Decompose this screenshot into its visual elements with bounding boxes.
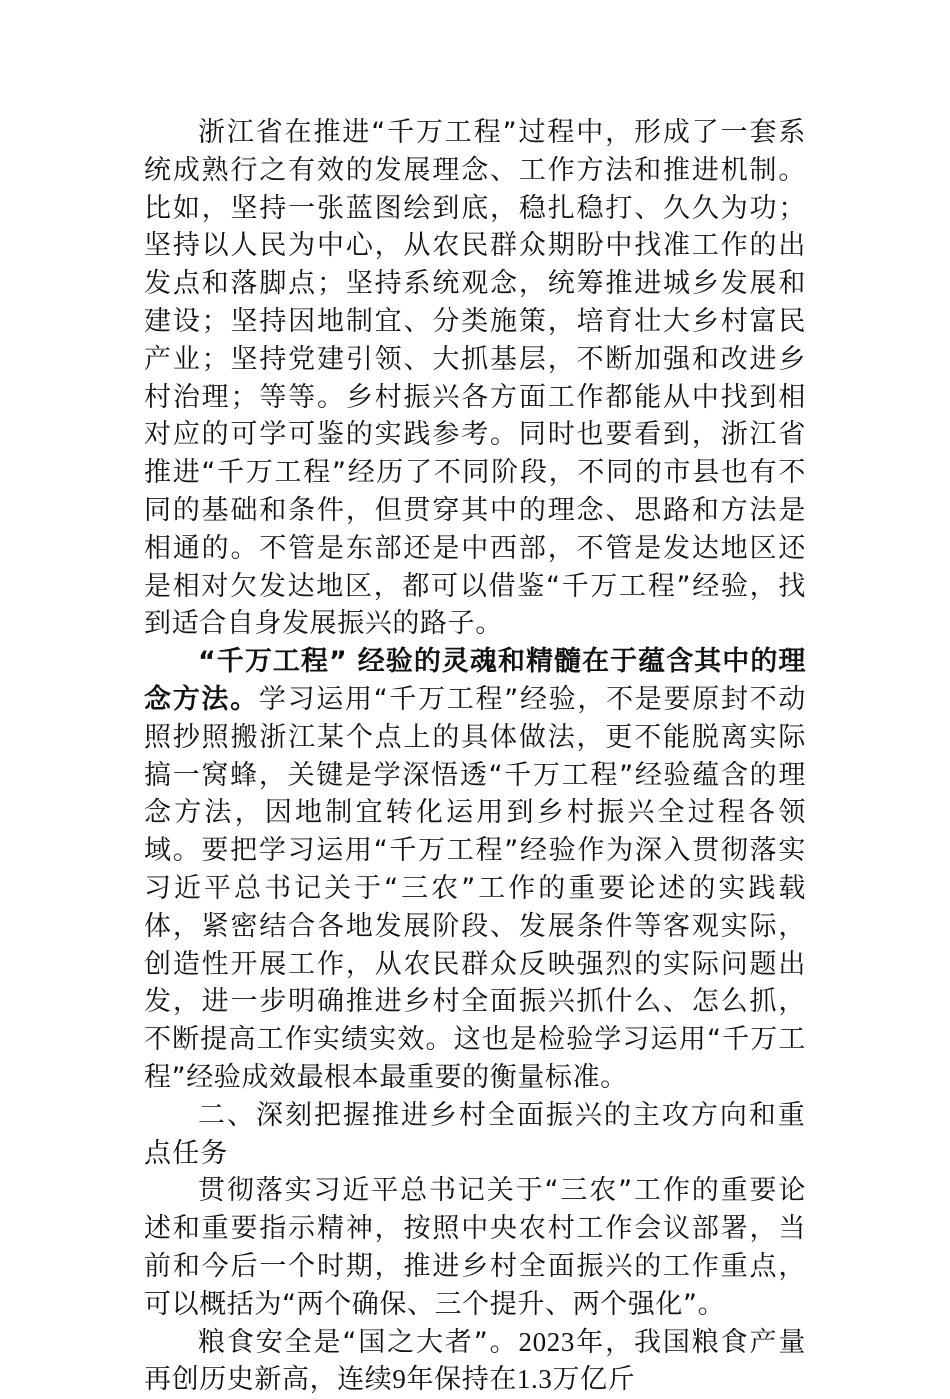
food-security-mid1: 年，我国粮食产量再创历史新高，连续: [144, 1327, 806, 1396]
document-body: [144, 114, 806, 1399]
years-count-value: 9: [392, 1364, 406, 1394]
paragraph-lead-bold: “千万工程” 经验的灵魂和精髓在于蕴含其中的理念方法。: [144, 646, 806, 715]
food-security-mid2: 年保持在: [407, 1364, 517, 1395]
paragraph-qianwan-experience: 浙江省在推进“千万工程”过程中，形成了一套系统成熟行之有效的发展理念、工作方法和推进机制。比如，坚持一张蓝图绘到底，稳扎稳打、久久为功；坚持以人民为中心，从农民群众期盼中找准工作的出发点和落脚点；坚持系统观念，统筹推进城乡发展和建设；坚持因地制宜、分类施策，培育壮大乡村富民产业；坚持党建引领、大抓基层，不断加强和改进乡村治理；等等。乡村振兴各方面工作都能从中找到相对应的可学可鉴的实践参考。同时也要看到，浙江省推进“千万工程”经历了不同阶段，不同的市县也有不同的基础和条件，但贯穿其中的理念、思路和方法是相通的。不管是东部还是中西部，不管是发达地区还是相对欠发达地区，都可以借鉴“千万工程”经验，找到适合自身发展振兴的路子。: [144, 114, 806, 643]
section-heading-two: 二、深刻把握推进乡村全面振兴的主攻方向和重点任务: [144, 1097, 806, 1173]
paragraph-food-security: [144, 1324, 806, 1399]
food-security-intro: 粮食安全是“国之大者”。: [198, 1327, 519, 1358]
food-security-unit: 万亿斤: [552, 1364, 635, 1395]
paragraph-work-focus: 贯彻落实习近平总书记关于“三农”工作的重要论述和重要指示精神，按照中央农村工作会议部署，当前和今后一个时期，推进乡村全面振兴的工作重点，可以概括为“两个确保、三个提升、两个强化”。: [144, 1172, 806, 1323]
paragraph-soul-essence: [144, 643, 806, 1097]
paragraph-body: 学习运用“千万工程”经验，不是要原封不动照抄照搬浙江某个点上的具体做法，更不能脱离实际搞一窝蜂，关键是学深悟透“千万工程”经验蕴含的理念方法，因地制宜转化运用到乡村振兴全过程各领域。要把学习运用“千万工程”经验作为深入贯彻落实习近平总书记关于“三农”工作的重要论述的实践载体，紧密结合各地发展阶段、发展条件等客观实际，创造性开展工作，从农民群众反映强烈的实际问题出发，进一步明确推进乡村全面振兴抓什么、怎么抓，不断提高工作实绩实效。这也是检验学习运用“千万工程”经验成效最根本最重要的衡量标准。: [144, 684, 806, 1093]
amount-value: 1.3: [517, 1364, 553, 1394]
year-value: 2023: [519, 1327, 575, 1357]
